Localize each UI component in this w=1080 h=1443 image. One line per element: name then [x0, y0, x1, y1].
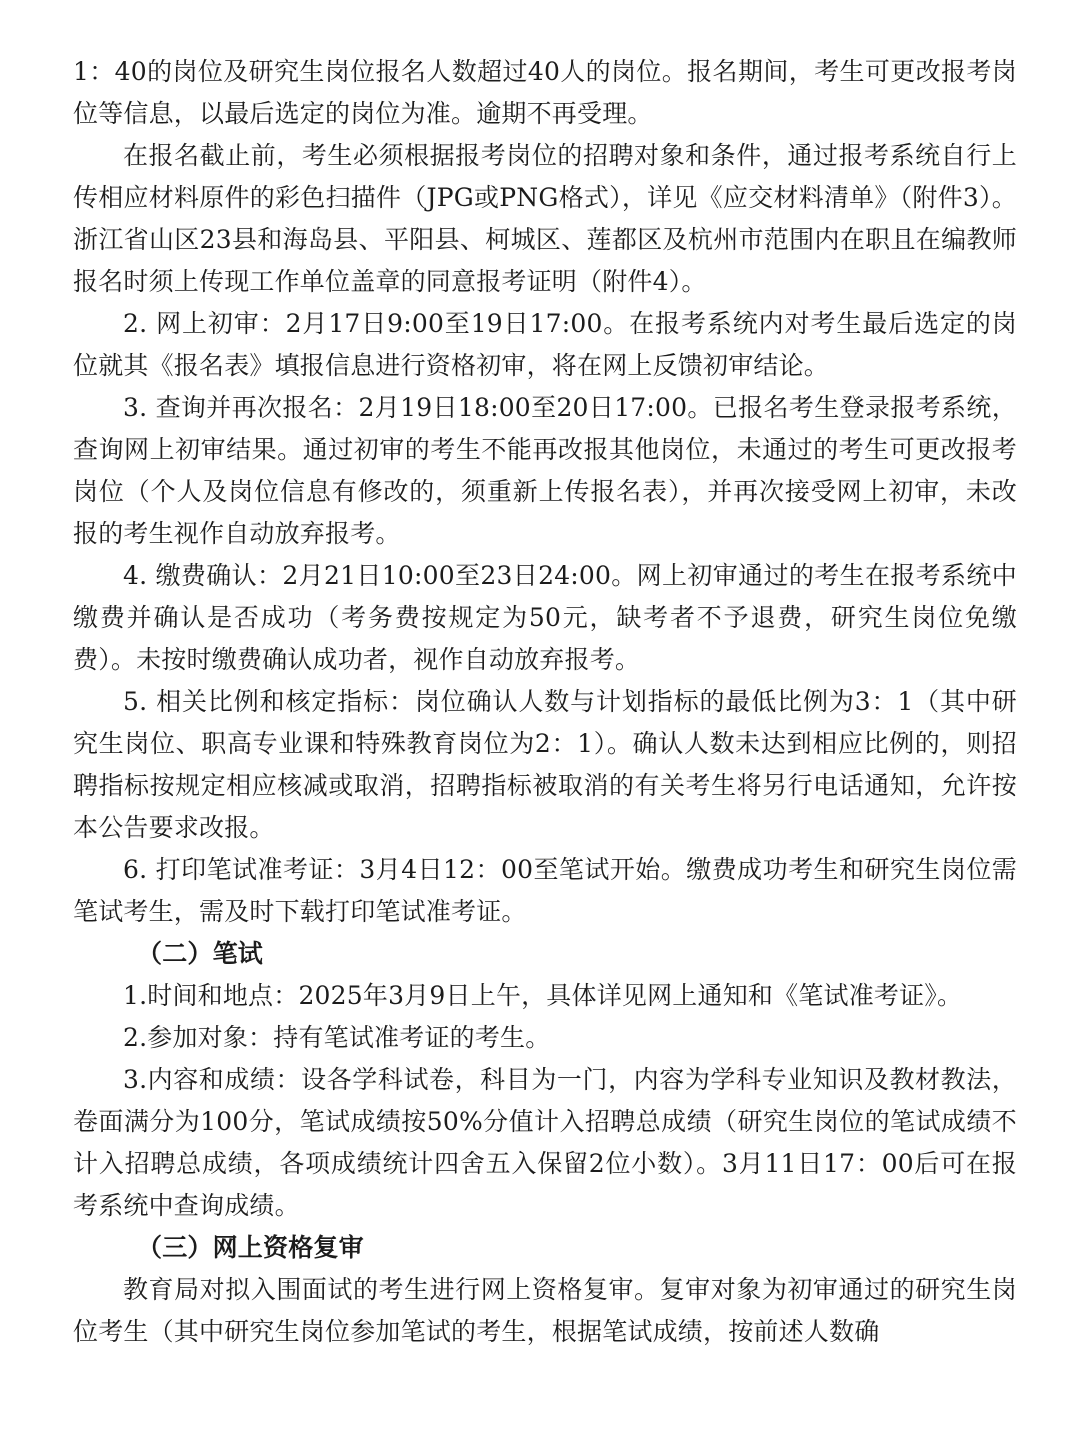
paragraph-query-and-reapply: 3. 查询并再次报名：2月19日18:00至20日17:00。已报名考生登录报考系统，查询网上初审结果。通过初审的考生不能再改报其他岗位，未通过的考生可更改报考岗位（个人及岗位信息有修改的，须重新上传报名表），并再次接受网上初审，未改报的考生视作自动放弃报考。 [73, 393, 1017, 548]
paragraph-ratio-and-quota: 5. 相关比例和核定指标：岗位确认人数与计划指标的最低比例为3：1（其中研究生岗位、职高专业课和特殊教育岗位为2：1）。确认人数未达到相应比例的，则招聘指标按规定相应核减或取消，招聘指标被取消的有关考生将另行电话通知，允许按本公告要求改报。 [73, 687, 1017, 842]
paragraph-print-admission-ticket: 6. 打印笔试准考证：3月4日12：00至笔试开始。缴费成功考生和研究生岗位需笔试考生，需及时下载打印笔试准考证。 [73, 855, 1017, 926]
paragraph-registration-continued: 1：40的岗位及研究生岗位报名人数超过40人的岗位。报名期间，考生可更改报考岗位等信息，以最后选定的岗位为准。逾期不再受理。 [73, 57, 1017, 128]
paragraph-exam-time-place: 1.时间和地点：2025年3月9日上午，具体详见网上通知和《笔试准考证》。 [123, 981, 963, 1010]
section-heading-online-requalification: （三）网上资格复审 [137, 1233, 364, 1262]
paragraph-exam-content-scores: 3.内容和成绩：设各学科试卷，科目为一门，内容为学科专业知识及教材教法，卷面满分为100分，笔试成绩按50%分值计入招聘总成绩（研究生岗位的笔试成绩不计入招聘总成绩，各项成绩统计四舍五入保留2位小数）。3月11日17：00后可在报考系统中查询成绩。 [73, 1065, 1017, 1220]
paragraph-requalification-intro: 教育局对拟入围面试的考生进行网上资格复审。复审对象为初审通过的研究生岗位考生（其中研究生岗位参加笔试的考生，根据笔试成绩，按前述人数确 [73, 1275, 1017, 1346]
section-heading-written-exam: （二）笔试 [137, 939, 264, 968]
paragraph-payment-confirmation: 4. 缴费确认：2月21日10:00至23日24:00。网上初审通过的考生在报考系统中缴费并确认是否成功（考务费按规定为50元，缺考者不予退费，研究生岗位免缴费）。未按时缴费确认成功者，视作自动放弃报考。 [73, 561, 1017, 674]
document-body [73, 51, 1017, 1353]
paragraph-online-preliminary-review: 2. 网上初审：2月17日9:00至19日17:00。在报考系统内对考生最后选定的岗位就其《报名表》填报信息进行资格初审，将在网上反馈初审结论。 [73, 309, 1017, 380]
paragraph-exam-participants: 2.参加对象：持有笔试准考证的考生。 [123, 1023, 551, 1052]
paragraph-upload-materials: 在报名截止前，考生必须根据报考岗位的招聘对象和条件，通过报考系统自行上传相应材料原件的彩色扫描件（JPG或PNG格式），详见《应交材料清单》（附件3）。浙江省山区23县和海岛县、平阳县、柯城区、莲都区及杭州市范围内在职且在编教师报名时须上传现工作单位盖章的同意报考证明（附件4）。 [73, 141, 1017, 296]
